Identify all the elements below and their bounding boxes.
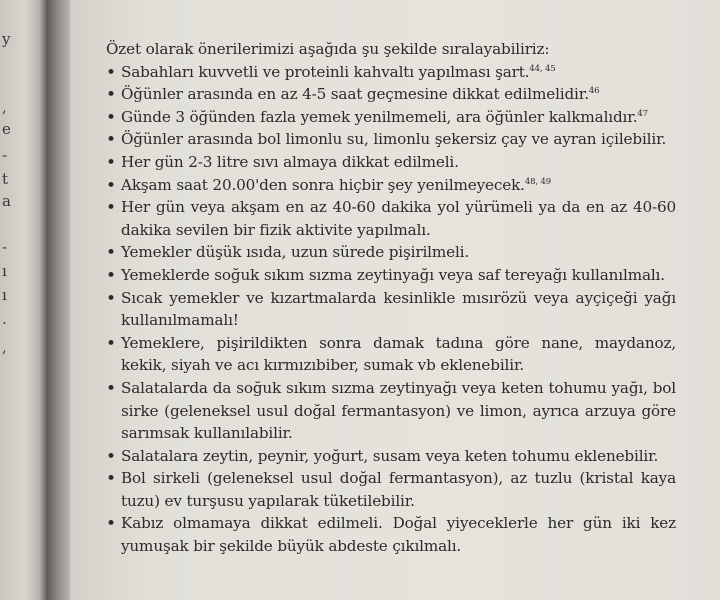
list-item: • Salatalara zeytin, peynir, yoğurt, susam veya keten tohumu eklenebilir.: [106, 445, 676, 468]
left-page-fragment: -: [2, 238, 8, 256]
left-page-fragment: a: [2, 192, 11, 210]
list-item: • Öğünler arasında en az 4-5 saat geçmesine dikkat edilmelidir.$^{46}$: [106, 83, 676, 106]
list-item: • Yemekler düşük ısıda, uzun sürede pişirilmeli.: [106, 241, 676, 264]
left-page-fragment: -: [2, 146, 8, 164]
left-page-fragment: ı: [2, 262, 7, 280]
list-item: • Yemeklere, pişirildikten sonra damak tadına göre nane, maydanoz, kekik, siyah ve acı kırmızıbiber, sumak vb eklenebilir.: [106, 332, 676, 377]
intro-text: Özet olarak önerilerimizi aşağıda şu şekilde sıralayabiliriz:: [106, 40, 550, 58]
left-page-fragment: ı: [2, 286, 7, 304]
footnote-ref: 47: [637, 108, 648, 119]
list-item: • Sıcak yemekler ve kızartmalarda kesinlikle mısırözü veya ayçiçeği yağı kullanılmamalı!: [106, 287, 676, 332]
left-page-edge: [0, 0, 46, 600]
list-item: • Öğünler arasında bol limonlu su, limonlu şekersiz çay ve ayran içilebilir.: [106, 128, 676, 151]
footnote-ref: 44, 45: [529, 63, 556, 74]
list-item: • Sabahları kuvvetli ve proteinli kahvaltı yapılması şart.$^{44, 45}$: [106, 61, 676, 84]
footnote-ref: 48, 49: [524, 176, 551, 187]
list-item: • Her gün veya akşam en az 40-60 dakika yol yürümeli ya da en az 40-60 dakika sevilen bir fizik aktivite yapılmalı.: [106, 196, 676, 241]
list-item: • Akşam saat 20.00'den sonra hiçbir şey yenilmeyecek.$^{48, 49}$: [106, 174, 676, 197]
left-page-fragment: ,: [2, 98, 7, 116]
list-item: • Kabız olmamaya dikkat edilmeli. Doğal yiyeceklerle her gün iki kez yumuşak bir şekilde büyük abdeste çıkılmalı.: [106, 512, 676, 557]
list-item: • Her gün 2-3 litre sıvı almaya dikkat edilmeli.: [106, 151, 676, 174]
list-item: • Salatalarda da soğuk sıkım sızma zeytinyağı veya keten tohumu yağı, bol sirke (geleneksel usul doğal fermantasyon) ve limon, ayrıca arzuya göre sarımsak kullanılabilir.: [106, 377, 676, 445]
left-page-fragment: t: [2, 170, 9, 188]
left-page-fragment: e: [2, 120, 11, 138]
left-page-fragment: ,: [2, 338, 7, 356]
left-page-fragment: y: [2, 30, 11, 48]
list-item: • Yemeklerde soğuk sıkım sızma zeytinyağı veya saf tereyağı kullanılmalı.: [106, 264, 676, 287]
list-item: • Bol sirkeli (geleneksel usul doğal fermantasyon), az tuzlu (kristal kaya tuzu) ev turşusu yapılarak tüketilebilir.: [106, 467, 676, 512]
left-page-fragment: .: [2, 310, 7, 328]
list-item: • Günde 3 öğünden fazla yemek yenilmemeli, ara öğünler kalkmalıdır.$^{47}$: [106, 106, 676, 129]
page-text: [106, 38, 676, 558]
recommendation-list: [106, 61, 676, 558]
footnote-ref: 46: [588, 86, 600, 97]
book-page: [70, 0, 720, 600]
